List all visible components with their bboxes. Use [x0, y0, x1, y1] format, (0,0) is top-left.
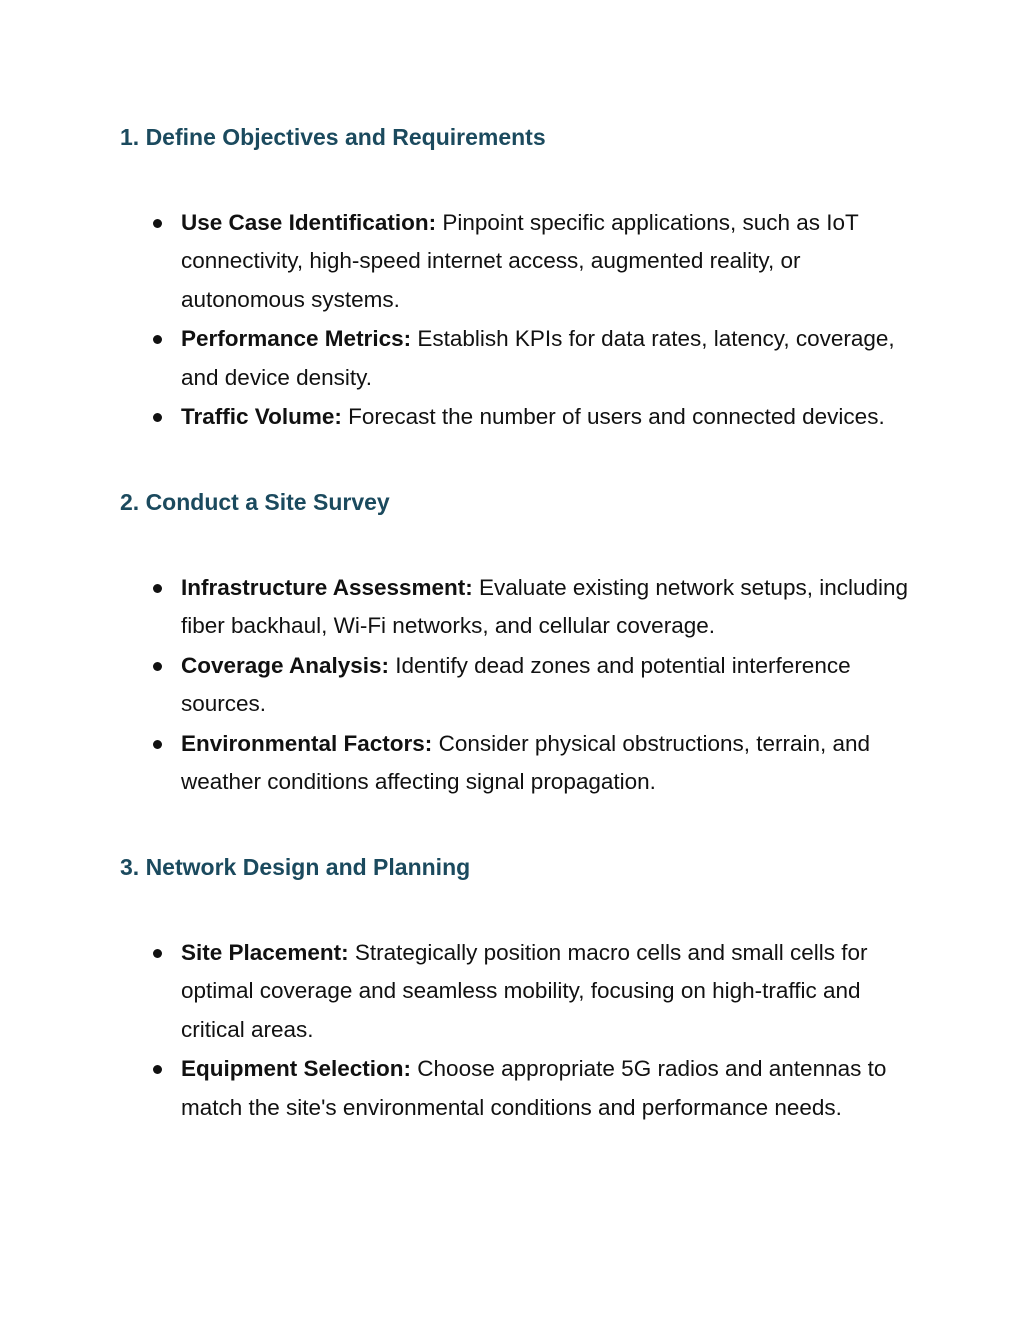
list-item: [120, 569, 910, 646]
bullet-text: Identify dead zones and potential interference sources.: [181, 653, 851, 717]
bullet-text: Consider physical obstructions, terrain, and weather conditions affecting signal propagation.: [181, 731, 871, 795]
bullet-term: Use Case Identification:: [181, 210, 437, 235]
list-item: [120, 1050, 910, 1127]
bullet-list: [120, 934, 910, 1127]
bullet-icon: [153, 740, 162, 749]
bullet-text: Evaluate existing network setups, including fiber backhaul, Wi-Fi networks, and cellular coverage.: [181, 575, 909, 639]
section-heading: 1. Define Objectives and Requirements: [120, 124, 546, 150]
bullet-text: Strategically position macro cells and small cells for optimal coverage and seamless mobility, focusing on high-traffic and critical areas.: [181, 940, 868, 1042]
section-site-survey: [120, 486, 910, 803]
bullet-term: Infrastructure Assessment:: [181, 575, 473, 600]
bullet-icon: [153, 413, 162, 422]
bullet-list: [120, 204, 910, 437]
list-item: [120, 647, 910, 724]
bullet-icon: [153, 219, 162, 228]
bullet-term: Environmental Factors:: [181, 731, 433, 757]
bullet-icon: [153, 584, 162, 593]
bullet-term: Traffic Volume:: [181, 404, 342, 430]
bullet-term: Site Placement:: [181, 940, 349, 965]
bullet-term: Performance Metrics:: [181, 326, 412, 352]
section-heading: 3. Network Design and Planning: [120, 854, 471, 880]
list-item: [120, 320, 910, 397]
bullet-text: Pinpoint specific applications, such as IoT connectivity, high-speed internet access, augmented reality, or autonomous systems.: [181, 210, 859, 312]
section-heading: 2. Conduct a Site Survey: [120, 489, 390, 515]
bullet-list: [120, 569, 910, 802]
bullet-text: Choose appropriate 5G radios and antennas to match the site's environmental conditions and performance needs.: [181, 1056, 887, 1120]
bullet-text: Establish KPIs for data rates, latency, coverage, and device density.: [181, 326, 895, 390]
list-item: [120, 398, 910, 436]
list-item: [120, 725, 910, 802]
section-network-design: [120, 851, 910, 1128]
list-item: [120, 204, 910, 319]
bullet-icon: [153, 662, 162, 671]
bullet-icon: [153, 949, 162, 958]
bullet-icon: [153, 1065, 162, 1074]
bullet-text: Forecast the number of users and connected devices.: [348, 404, 885, 430]
bullet-term: Coverage Analysis:: [181, 653, 390, 679]
bullet-term: Equipment Selection:: [181, 1056, 412, 1082]
section-define-objectives: [120, 121, 910, 438]
bullet-icon: [153, 335, 162, 344]
list-item: [120, 934, 910, 1049]
